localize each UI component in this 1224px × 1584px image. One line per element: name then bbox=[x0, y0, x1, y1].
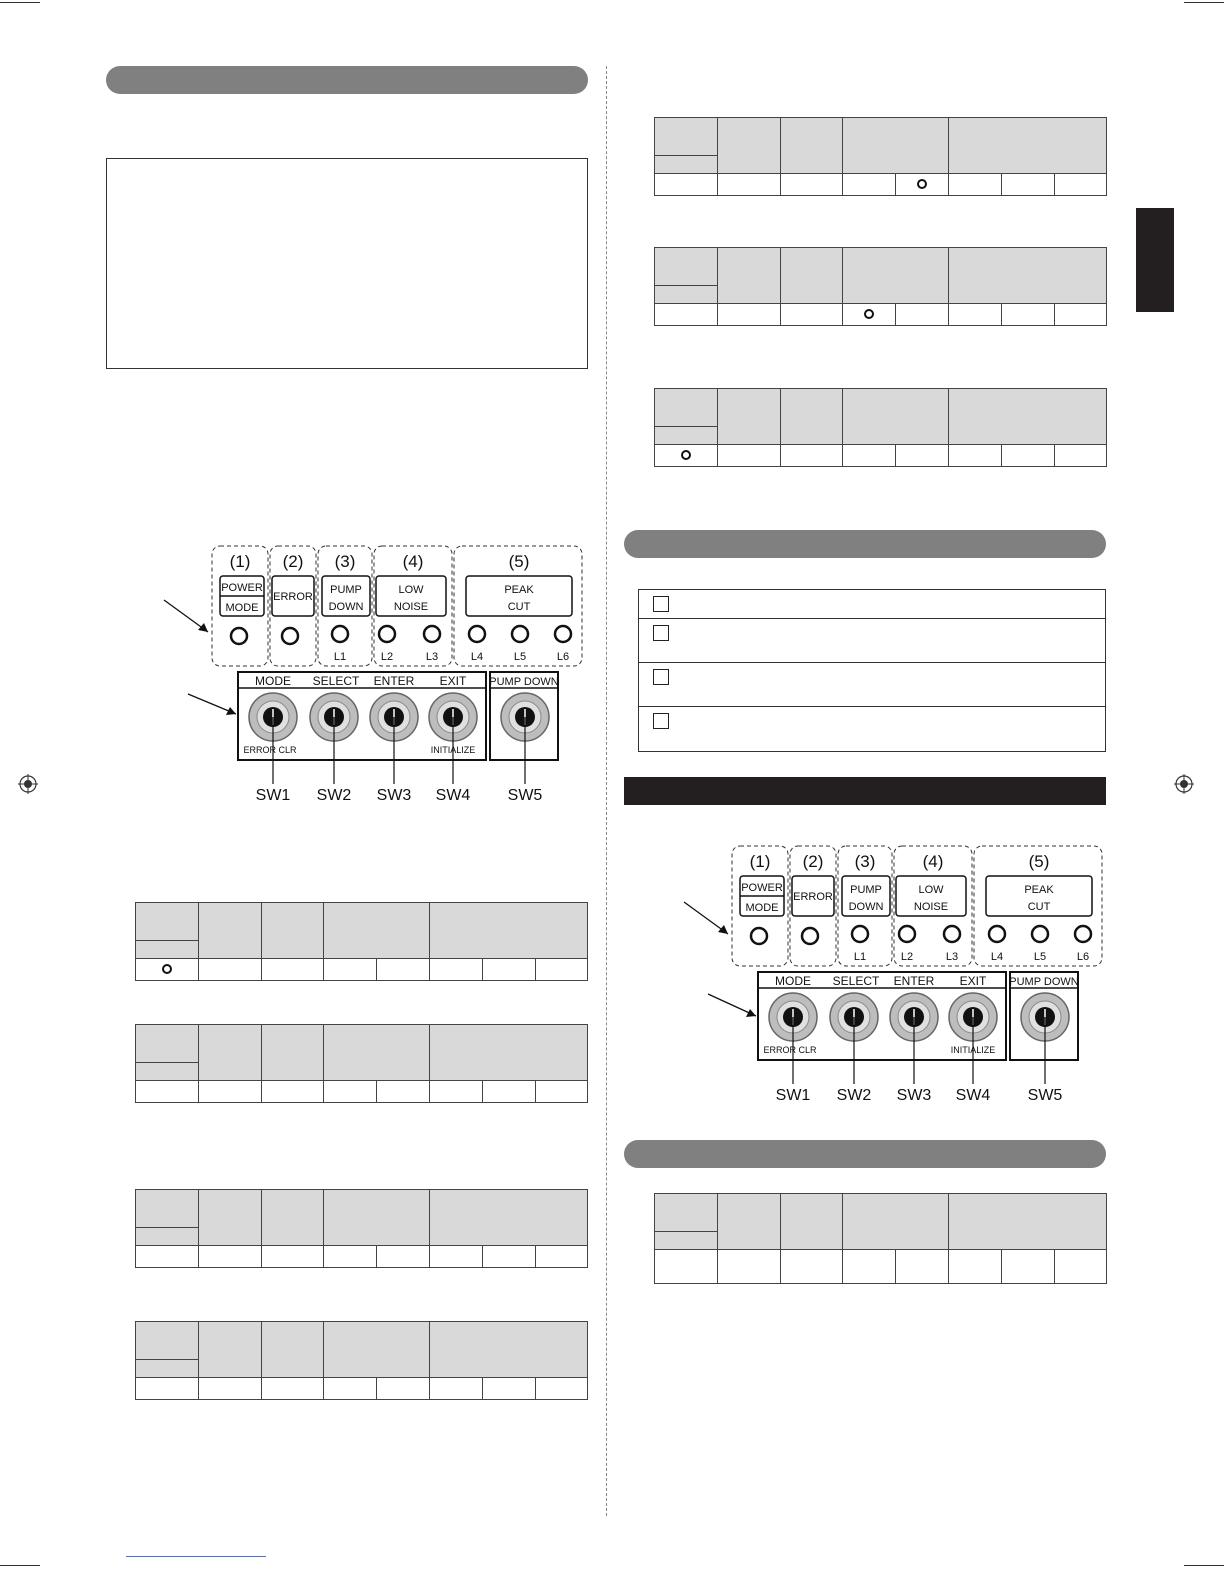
led-state-cell bbox=[949, 304, 1002, 326]
checkbox[interactable] bbox=[653, 625, 669, 641]
led-state-table bbox=[654, 247, 1107, 326]
section-header-bar bbox=[106, 66, 588, 94]
group-label: PEAK bbox=[504, 584, 534, 596]
led-state-cell bbox=[781, 445, 843, 467]
led-state-cell bbox=[262, 1246, 324, 1268]
led-label: L5 bbox=[1033, 951, 1047, 963]
led-label: L6 bbox=[1076, 951, 1090, 963]
group-number: (2) bbox=[802, 852, 824, 871]
led-state-cell bbox=[430, 1378, 483, 1400]
group-number: (2) bbox=[282, 552, 304, 571]
led-state-cell bbox=[324, 1081, 377, 1103]
switch-name: SW3 bbox=[896, 1087, 932, 1104]
led-state-cell bbox=[324, 1246, 377, 1268]
led-label: L5 bbox=[513, 651, 527, 663]
led-state-cell bbox=[718, 174, 781, 196]
group-number: (3) bbox=[334, 552, 356, 571]
led-label: L3 bbox=[945, 951, 959, 963]
led-state-cell bbox=[199, 1378, 262, 1400]
group-number: (5) bbox=[508, 552, 530, 571]
led-state-table bbox=[654, 388, 1107, 467]
led-state-cell bbox=[1002, 304, 1055, 326]
group-number: (5) bbox=[1028, 852, 1050, 871]
led-state-cell bbox=[896, 174, 949, 196]
switch-sub-label: ERROR CLR bbox=[243, 745, 297, 755]
switch-sub-label: ERROR CLR bbox=[763, 1045, 817, 1055]
led-state-cell bbox=[781, 1250, 843, 1284]
led-label: L4 bbox=[990, 951, 1004, 963]
led-state-cell bbox=[136, 1378, 199, 1400]
led-state-cell bbox=[483, 959, 536, 981]
led-state-cell bbox=[483, 1081, 536, 1103]
led-state-cell bbox=[718, 445, 781, 467]
switch-name: SW5 bbox=[1027, 1087, 1063, 1104]
switch-header: ENTER bbox=[893, 974, 935, 988]
led-state-cell bbox=[655, 304, 718, 326]
group-label: PEAK bbox=[1024, 884, 1054, 896]
led-on-marker-icon bbox=[917, 179, 927, 189]
group-label: ERROR bbox=[273, 591, 313, 603]
led-state-cell bbox=[1002, 445, 1055, 467]
led-state-cell bbox=[136, 1081, 199, 1103]
led-state-cell bbox=[136, 1246, 199, 1268]
led-state-table bbox=[135, 902, 588, 981]
switch-header: PUMP DOWN bbox=[489, 676, 559, 688]
led-state-cell bbox=[1055, 1250, 1107, 1284]
panel-drawing bbox=[680, 844, 1110, 1110]
led-on-marker-icon bbox=[681, 450, 691, 460]
led-on-marker-icon bbox=[864, 309, 874, 319]
checkbox[interactable] bbox=[653, 713, 669, 729]
led-label: L4 bbox=[470, 651, 484, 663]
group-label: MODE bbox=[225, 602, 259, 614]
switch-header: PUMP DOWN bbox=[1009, 976, 1079, 988]
led-state-cell bbox=[949, 445, 1002, 467]
led-state-cell bbox=[199, 1081, 262, 1103]
switch-sub-label: INITIALIZE bbox=[430, 745, 476, 755]
switch-sub-label: INITIALIZE bbox=[950, 1045, 996, 1055]
led-state-cell bbox=[377, 1246, 430, 1268]
led-label: L1 bbox=[853, 951, 867, 963]
led-state-cell bbox=[199, 959, 262, 981]
group-label: PUMP bbox=[330, 584, 362, 596]
led-state-cell bbox=[655, 445, 718, 467]
led-state-cell bbox=[324, 1378, 377, 1400]
led-state-cell bbox=[483, 1378, 536, 1400]
led-state-cell bbox=[430, 1081, 483, 1103]
group-label: ERROR bbox=[793, 891, 833, 903]
led-state-table bbox=[135, 1321, 588, 1400]
led-state-cell bbox=[1002, 174, 1055, 196]
led-state-cell bbox=[262, 1378, 324, 1400]
switch-header: SELECT bbox=[312, 674, 360, 688]
registration-mark-icon bbox=[1174, 774, 1194, 794]
group-label: NOISE bbox=[393, 601, 429, 613]
led-state-cell bbox=[1055, 304, 1107, 326]
led-state-cell bbox=[896, 445, 949, 467]
led-state-cell bbox=[536, 959, 588, 981]
switch-header: MODE bbox=[775, 974, 811, 988]
group-label: CUT bbox=[507, 601, 531, 613]
group-number: (1) bbox=[229, 552, 251, 571]
led-label: L3 bbox=[425, 651, 439, 663]
led-state-cell bbox=[377, 1081, 430, 1103]
group-number: (4) bbox=[922, 852, 944, 871]
led-state-cell bbox=[781, 174, 843, 196]
group-label: CUT bbox=[1027, 901, 1051, 913]
switch-name: SW3 bbox=[376, 787, 412, 804]
led-state-table bbox=[654, 117, 1107, 196]
led-state-cell bbox=[843, 304, 896, 326]
switch-name: SW4 bbox=[435, 787, 471, 804]
section-header-bar bbox=[624, 530, 1106, 558]
led-state-cell bbox=[262, 1081, 324, 1103]
checkbox[interactable] bbox=[653, 596, 669, 612]
led-state-cell bbox=[655, 1250, 718, 1284]
led-label: L1 bbox=[333, 651, 347, 663]
led-label: L2 bbox=[900, 951, 914, 963]
group-label: NOISE bbox=[913, 901, 949, 913]
group-label: POWER bbox=[221, 582, 263, 594]
led-state-cell bbox=[843, 445, 896, 467]
section-header-bar bbox=[624, 1140, 1106, 1168]
led-on-marker-icon bbox=[162, 964, 172, 974]
led-label: L6 bbox=[556, 651, 570, 663]
led-state-cell bbox=[136, 959, 199, 981]
section-header-black bbox=[624, 777, 1106, 805]
group-label: LOW bbox=[398, 584, 424, 596]
led-state-cell bbox=[377, 959, 430, 981]
switch-name: SW1 bbox=[255, 787, 291, 804]
led-state-cell bbox=[896, 304, 949, 326]
led-state-cell bbox=[430, 959, 483, 981]
group-label: DOWN bbox=[848, 901, 884, 913]
registration-mark-icon bbox=[18, 774, 38, 794]
group-label: LOW bbox=[918, 884, 944, 896]
crop-mark bbox=[0, 2, 40, 3]
switch-header: SELECT bbox=[832, 974, 880, 988]
checklist-row bbox=[639, 663, 1105, 707]
led-state-table bbox=[135, 1024, 588, 1103]
led-state-cell bbox=[843, 1250, 896, 1284]
led-state-table bbox=[135, 1189, 588, 1268]
led-state-cell bbox=[843, 174, 896, 196]
checklist-row bbox=[639, 619, 1105, 663]
led-state-cell bbox=[718, 1250, 781, 1284]
group-label: DOWN bbox=[328, 601, 364, 613]
checklist bbox=[638, 589, 1106, 752]
led-state-cell bbox=[655, 174, 718, 196]
group-number: (1) bbox=[749, 852, 771, 871]
switch-header: EXIT bbox=[959, 974, 987, 988]
crop-mark bbox=[0, 1565, 40, 1566]
switch-header: EXIT bbox=[439, 674, 467, 688]
led-state-cell bbox=[949, 174, 1002, 196]
note-box bbox=[106, 158, 588, 369]
led-state-cell bbox=[199, 1246, 262, 1268]
led-state-cell bbox=[1055, 174, 1107, 196]
led-state-table bbox=[654, 1193, 1107, 1284]
led-state-cell bbox=[536, 1081, 588, 1103]
group-number: (3) bbox=[854, 852, 876, 871]
control-panel-diagram-2 bbox=[680, 844, 1110, 1110]
led-state-cell bbox=[377, 1378, 430, 1400]
group-label: PUMP bbox=[850, 884, 882, 896]
switch-header: ENTER bbox=[373, 674, 415, 688]
led-state-cell bbox=[718, 304, 781, 326]
led-state-cell bbox=[262, 959, 324, 981]
language-side-tab bbox=[1136, 208, 1174, 312]
led-state-cell bbox=[324, 959, 377, 981]
switch-name: SW2 bbox=[836, 1087, 872, 1104]
footer-link-underline bbox=[126, 1556, 266, 1557]
led-state-cell bbox=[949, 1250, 1002, 1284]
led-state-cell bbox=[536, 1378, 588, 1400]
led-state-cell bbox=[1002, 1250, 1055, 1284]
led-label: L2 bbox=[380, 651, 394, 663]
crop-mark bbox=[1184, 2, 1224, 3]
checkbox[interactable] bbox=[653, 669, 669, 685]
column-divider bbox=[606, 66, 607, 1516]
switch-name: SW1 bbox=[775, 1087, 811, 1104]
led-state-cell bbox=[1055, 445, 1107, 467]
checklist-row bbox=[639, 590, 1105, 619]
led-state-cell bbox=[896, 1250, 949, 1284]
led-state-cell bbox=[781, 304, 843, 326]
crop-mark bbox=[1184, 1565, 1224, 1566]
group-number: (4) bbox=[402, 552, 424, 571]
switch-name: SW2 bbox=[316, 787, 352, 804]
checklist-row bbox=[639, 707, 1105, 751]
led-state-cell bbox=[536, 1246, 588, 1268]
switch-name: SW5 bbox=[507, 787, 543, 804]
led-state-cell bbox=[430, 1246, 483, 1268]
control-panel-diagram bbox=[160, 544, 590, 810]
switch-header: MODE bbox=[255, 674, 291, 688]
panel-drawing bbox=[160, 544, 590, 810]
group-label: MODE bbox=[745, 902, 779, 914]
led-state-cell bbox=[483, 1246, 536, 1268]
group-label: POWER bbox=[741, 882, 783, 894]
switch-name: SW4 bbox=[955, 1087, 991, 1104]
